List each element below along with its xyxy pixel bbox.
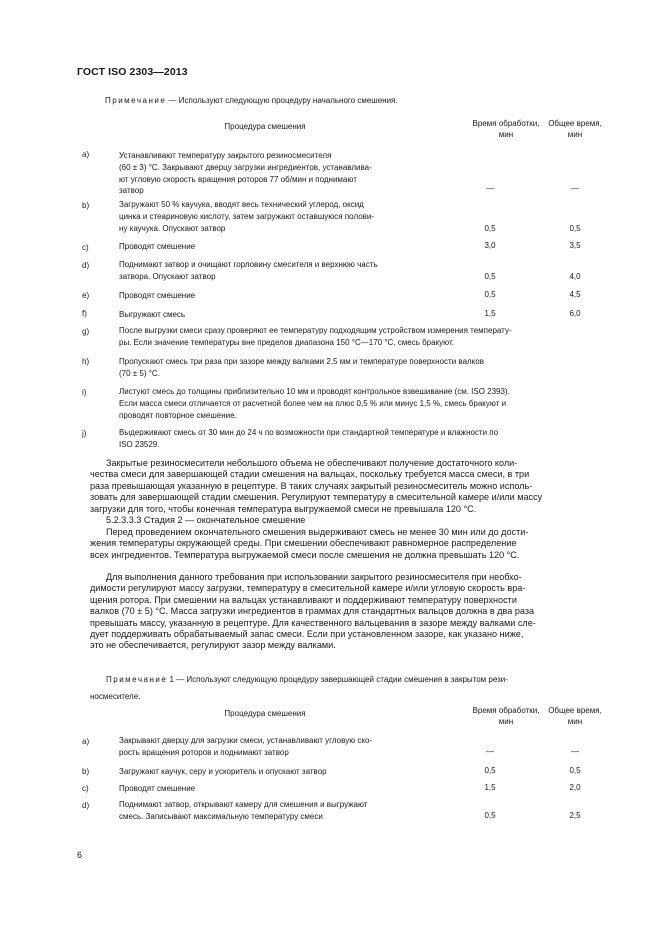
time-value: 0,5 bbox=[484, 272, 496, 281]
row-text: Проводят смешение bbox=[119, 242, 196, 251]
row-label: e) bbox=[82, 291, 90, 300]
total-value: 2,0 bbox=[569, 783, 581, 792]
page-number: 6 bbox=[77, 850, 83, 860]
time-value: 1,5 bbox=[484, 783, 496, 792]
col-total-header: Общее время, мин bbox=[548, 706, 602, 726]
col-time-header: Время обработки, мин bbox=[472, 706, 540, 726]
time-value: 0,5 bbox=[484, 811, 496, 820]
col-time-header: Время обработки, мин bbox=[472, 119, 540, 139]
document-header: ГОСТ ISO 2303—2013 bbox=[77, 66, 188, 78]
paragraph: Закрытые резиносмесители небольшого объема не обеспечивают получение достаточного коли- чества смеси для завершающей стадии смешения на вальцах, поскольку требуется масса смеси, в три раза превышающая указанную в рецептуре. В таких случаях закрытый резиносмеситель можно исполь- зовать для завершающей стадии смешения. Регулируют температуру в смесительной камере и/или массу загрузки для того, чтобы конечная температура выгружаемой смеси не превышала 120 °С. bbox=[90, 458, 543, 514]
row-text: Закрывают дверцу для загрузки смеси, устанавливают угловую ско- рость вращения роторов и поднимают затвор bbox=[119, 736, 373, 757]
note-2 bbox=[90, 671, 611, 705]
total-value: 4,5 bbox=[569, 290, 581, 299]
row-label: g) bbox=[82, 327, 90, 336]
row-label: c) bbox=[82, 784, 89, 793]
time-value: 1,5 bbox=[484, 309, 496, 318]
row-text: Поднимают затвор, открывают камеру для смешения и выгружают смесь. Записывают максимальную температуру смеси bbox=[119, 800, 368, 821]
section-heading: 5.2.3.3.3 Стадия 2 — окончательное смешение bbox=[106, 515, 306, 525]
time-value: 3,0 bbox=[484, 241, 496, 250]
note-text-cont: носмесителе. bbox=[90, 692, 141, 701]
total-value: 2,5 bbox=[569, 811, 581, 820]
col-procedure-header: Процедура смешения bbox=[224, 122, 306, 131]
total-value: 0,5 bbox=[569, 224, 581, 233]
total-value: 0,5 bbox=[569, 766, 581, 775]
note-label: Примечание bbox=[106, 675, 168, 684]
row-label: i) bbox=[82, 388, 87, 397]
row-text: Листуют смесь до толщины приблизительно 10 мм и проводят контрольное взвешивание (см. ISO 2393). Если масса смеси отличается от расчетной более чем на плюс 0,5 % или минус 1,5 %, смесь бракуют и проводят повторное смешение. bbox=[119, 387, 510, 420]
row-label: h) bbox=[82, 357, 90, 366]
note-text: — Используют следующую процедуру начального смешения. bbox=[168, 96, 398, 105]
row-text: Загружают каучук, серу и ускоритель и опускают затвор bbox=[119, 767, 327, 776]
row-label: b) bbox=[82, 767, 90, 776]
row-text: Проводят смешение bbox=[119, 291, 196, 300]
time-value: 0,5 bbox=[484, 224, 496, 233]
time-value: — bbox=[486, 184, 494, 193]
row-label: d) bbox=[82, 261, 90, 270]
row-text: Поднимают затвор и очищают горловину смесителя и верхнюю часть затвора. Опускают затвор bbox=[119, 260, 378, 281]
row-label: a) bbox=[82, 150, 90, 159]
row-text: Проводят смешение bbox=[119, 784, 196, 793]
total-value: — bbox=[571, 747, 579, 756]
row-label: a) bbox=[82, 737, 90, 746]
total-value: 3,5 bbox=[569, 241, 581, 250]
row-text: Загружают 50 % каучука, вводят весь технический углерод, оксид цинка и стеариновую кислоту, затем загружают оставшуюся полови- ну каучука. Опускают затвор bbox=[119, 200, 375, 233]
row-text: Пропускают смесь три раза при зазоре между валками 2,5 мм и температуре поверхности валков (70 ± 5) °С. bbox=[119, 357, 484, 378]
row-label: j) bbox=[82, 429, 87, 438]
total-value: 4,0 bbox=[569, 272, 581, 281]
note-1 bbox=[105, 95, 615, 107]
note-label: Примечание bbox=[105, 96, 167, 105]
col-total-header: Общее время, мин bbox=[548, 119, 602, 139]
row-text: Выгружают смесь bbox=[119, 310, 186, 319]
row-label: f) bbox=[82, 309, 87, 318]
total-value: 6,0 bbox=[569, 309, 581, 318]
total-value: — bbox=[571, 184, 579, 193]
row-text: После выгрузки смеси сразу проверяют ее температуру подходящим устройством измерения температу- ры. Если значение температуры вне пределов диапазона 150 °С—170 °С, смесь бракуют. bbox=[119, 326, 512, 347]
col-procedure-header: Процедура смешения bbox=[224, 709, 306, 718]
row-label: b) bbox=[82, 201, 90, 210]
row-label: d) bbox=[82, 801, 90, 810]
row-label: c) bbox=[82, 243, 89, 252]
paragraph: Перед проведением окончательного смешения выдерживают смесь не менее 30 мин или до дости- жения температуры окружающей среды. При смешении обеспечивают равномерное распределение всех ингредиентов. Температура выгружаемой смеси после смешения не должна превышать 120 °С. bbox=[90, 527, 529, 560]
paragraph: Для выполнения данного требования при использовании закрытого резиносмесителя при необхо- димости регулируют массу загрузки, температуру в смесительной камере и/или угловую скорость вра- щения ротора. При смешении на вальцах устанавливают и поддерживают температуру поверхности валков (70 ± 5) °С. Масса загрузки ингредиентов в граммах для стандартных вальцов должна в два раза превышать массу, указанную в рецептуре. Для качественного вальцевания в зазоре между валками сле- дует поддерживать обрабатываемый запас смеси. Если при установленном зазоре, как указано ниже, это не обеспечивается, регулируют зазор между валками. bbox=[90, 572, 536, 651]
note-text: 1 — Используют следующую процедуру завершающей стадии смешения в закрытом рези- bbox=[167, 675, 508, 684]
time-value: 0,5 bbox=[484, 290, 496, 299]
time-value: 0,5 bbox=[484, 766, 496, 775]
row-text: Устанавливают температуру закрытого резиносмесителя (60 ± 3) °С. Закрывают дверцу загрузки ингредиентов, устанавлива- ют угловую скорость вращения роторов 77 об/мин и поднимают затвор bbox=[119, 151, 372, 196]
time-value: — bbox=[486, 747, 494, 756]
row-text: Выдерживают смесь от 30 мин до 24 ч по возможности при стандартной температуре и влажности по ISO 23529. bbox=[119, 428, 499, 449]
